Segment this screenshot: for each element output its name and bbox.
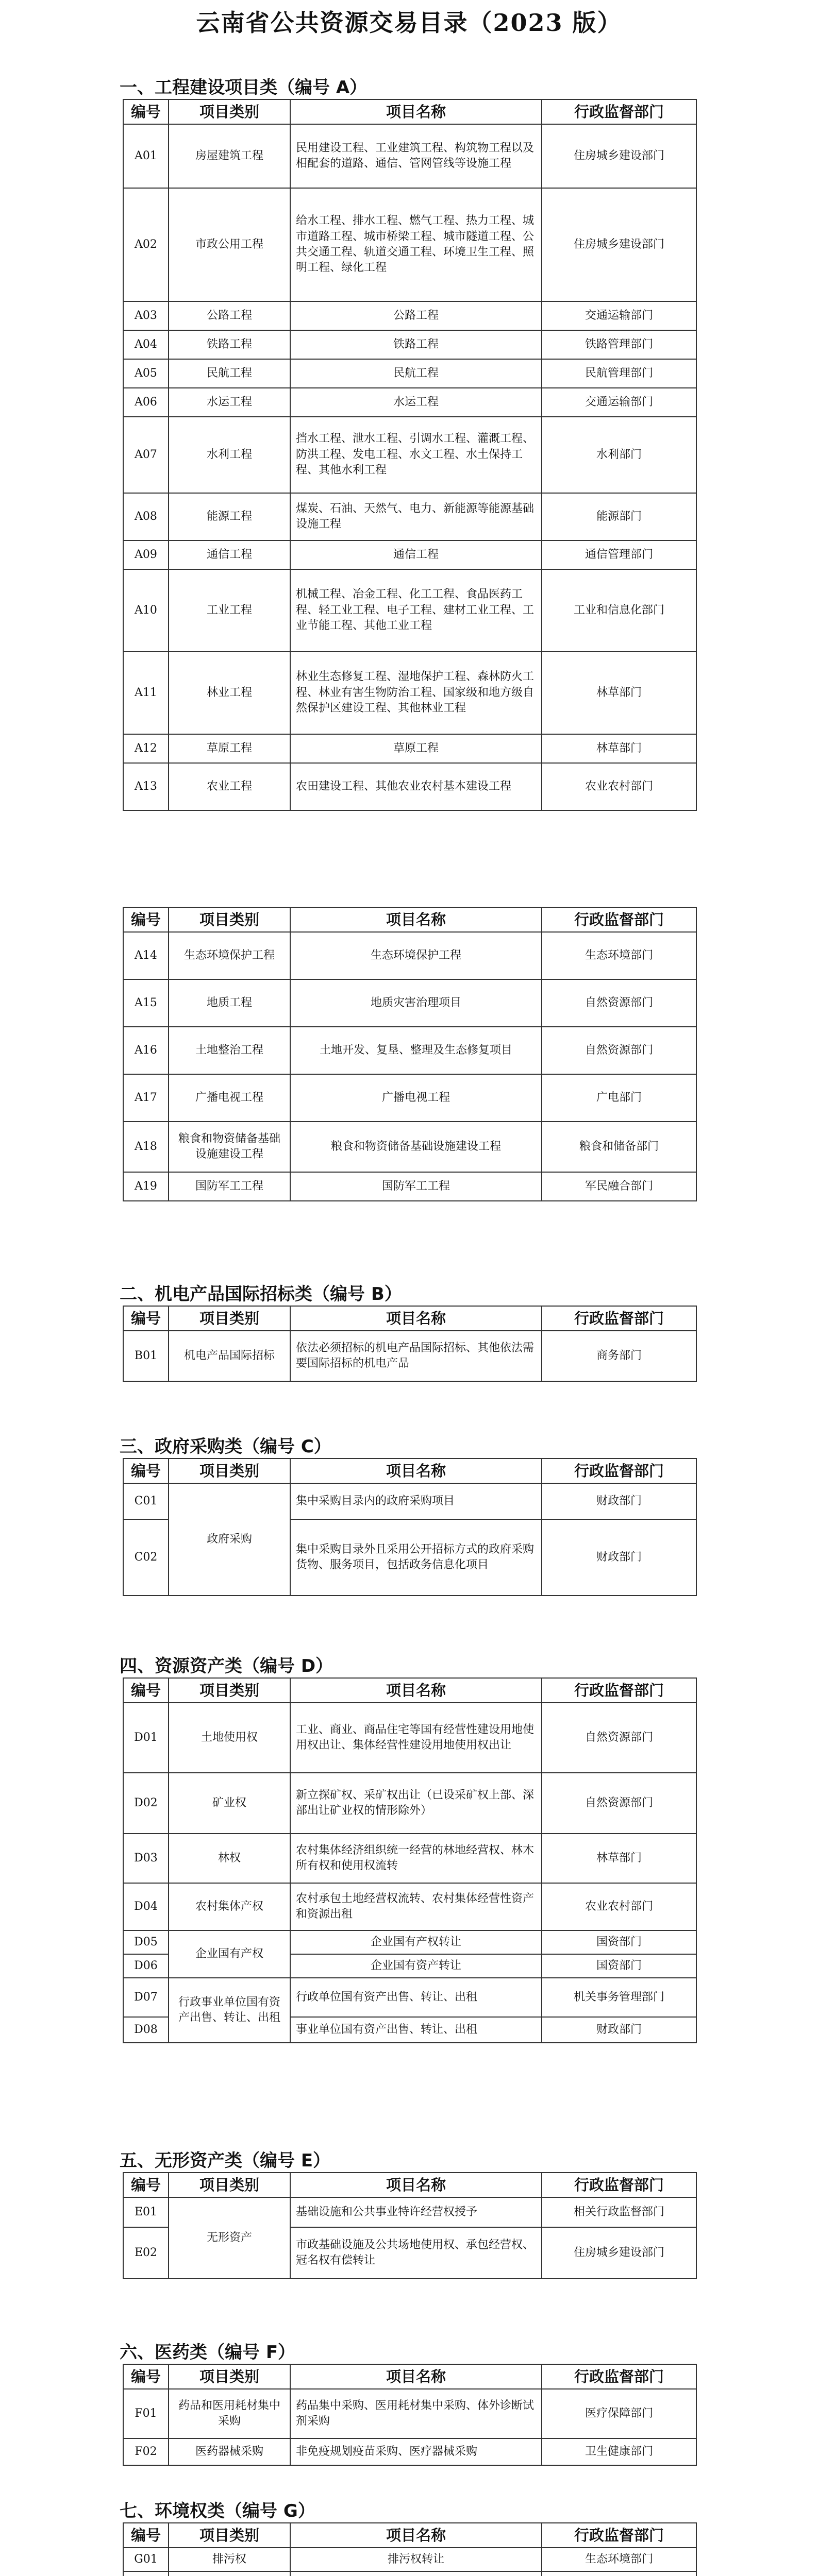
header-category: 项目类别: [169, 1306, 290, 1331]
header-dept: 行政监督部门: [542, 99, 696, 124]
cell-name: 林业生态修复工程、湿地保护工程、森林防火工程、林业有害生物防治工程、国家级和地方级自然保护区建设工程、其他林业工程: [290, 652, 542, 734]
header-category: 项目类别: [169, 99, 290, 124]
page-title: 云南省公共资源交易目录（2023 版）: [196, 9, 622, 37]
table-row: [123, 569, 696, 652]
header-dept: 行政监督部门: [542, 2364, 696, 2389]
cell-name: 排污权转让: [290, 2548, 542, 2571]
cell-no: A03: [123, 301, 169, 330]
cell-name: 粮食和物资储备基础设施建设工程: [290, 1122, 542, 1172]
cell-category: 能源工程: [169, 493, 290, 540]
cell-name: 基础设施和公共事业特许经营权授予: [290, 2197, 542, 2227]
header-name: 项目名称: [290, 1306, 542, 1331]
table-row: [123, 1834, 696, 1883]
cell-no: A06: [123, 388, 169, 417]
cell-no: C01: [123, 1483, 169, 1519]
section-heading-e: 五、无形资产类（编号 E）: [120, 2150, 331, 2171]
cell-name: 农村集体经济组织统一经营的林地经营权、林木所有权和使用权流转: [290, 1834, 542, 1883]
cell-category: 药品和医用耗材集中采购: [169, 2389, 290, 2438]
cell-category: 粮食和物资储备基础设施建设工程: [169, 1122, 290, 1172]
cell-dept: 财政部门: [542, 2017, 696, 2043]
header-name: 项目名称: [290, 1678, 542, 1703]
header-name: 项目名称: [290, 2523, 542, 2548]
cell-no: A05: [123, 359, 169, 388]
cell-no: A09: [123, 540, 169, 569]
section-heading-c: 三、政府采购类（编号 C）: [120, 1436, 331, 1457]
cell-dept: 粮食和储备部门: [542, 1122, 696, 1172]
cell-dept: 国资部门: [542, 1930, 696, 1954]
cell-no: A17: [123, 1074, 169, 1122]
header-category: 项目类别: [169, 1459, 290, 1483]
table-header-row: [123, 1678, 696, 1703]
table-row: [123, 1331, 696, 1381]
cell-name: 非免疫规划疫苗采购、医疗器械采购: [290, 2438, 542, 2465]
table-header-row: [123, 907, 696, 932]
cell-category: 地质工程: [169, 979, 290, 1027]
cell-category: 市政公用工程: [169, 188, 290, 301]
cell-name: 企业国有产权转让: [290, 1930, 542, 1954]
cell-no: A10: [123, 569, 169, 652]
cell-dept: 交通运输部门: [542, 301, 696, 330]
header-no: 编号: [123, 1678, 169, 1703]
table-section-b: [123, 1306, 697, 1382]
cell-category: 农业工程: [169, 763, 290, 810]
table-row: [123, 1074, 696, 1122]
cell-dept: 自然资源部门: [542, 979, 696, 1027]
cell-no: D04: [123, 1883, 169, 1930]
cell-dept: 交通运输部门: [542, 388, 696, 417]
table-row: [123, 1978, 696, 2017]
cell-dept: 铁路管理部门: [542, 330, 696, 359]
cell-category: 农村集体产权: [169, 1883, 290, 1930]
cell-no: [123, 2571, 169, 2576]
cell-category: 土地整治工程: [169, 1027, 290, 1074]
table-header-row: [123, 2523, 696, 2548]
cell-no: B01: [123, 1331, 169, 1381]
header-dept: 行政监督部门: [542, 2523, 696, 2548]
table-row: [123, 2438, 696, 2465]
header-name: 项目名称: [290, 2173, 542, 2197]
cell-name: 工业、商业、商品住宅等国有经营性建设用地使用权出让、集体经营性建设用地使用权出让: [290, 1703, 542, 1773]
section-heading-g: 七、环境权类（编号 G）: [120, 2501, 315, 2521]
table-row: [123, 388, 696, 417]
cell-name: 地质灾害治理项目: [290, 979, 542, 1027]
cell-no: A02: [123, 188, 169, 301]
cell-category: 公路工程: [169, 301, 290, 330]
cell-name: 企业国有资产转让: [290, 1954, 542, 1978]
table-row: [123, 417, 696, 493]
table-row: [123, 188, 696, 301]
cell-category: 无形资产: [169, 2197, 290, 2279]
header-dept: 行政监督部门: [542, 1678, 696, 1703]
table-row: [123, 124, 696, 188]
table-section-e: [123, 2172, 697, 2279]
cell-category: 土地使用权: [169, 1703, 290, 1773]
cell-name: 市政基础设施及公共场地使用权、承包经营权、冠名权有偿转让: [290, 2227, 542, 2279]
table-header-row: [123, 1459, 696, 1483]
table-header-row: [123, 2364, 696, 2389]
header-no: 编号: [123, 1306, 169, 1331]
cell-dept: 林草部门: [542, 652, 696, 734]
cell-name: 国防军工工程: [290, 1172, 542, 1201]
section-heading-f: 六、医药类（编号 F）: [120, 2342, 296, 2363]
table-row: [123, 493, 696, 540]
cell-category: 机电产品国际招标: [169, 1331, 290, 1381]
table-section-a-part1: [123, 99, 697, 811]
cell-dept: 医疗保障部门: [542, 2389, 696, 2438]
header-name: 项目名称: [290, 907, 542, 932]
cell-no: A11: [123, 652, 169, 734]
table-header-row: [123, 2173, 696, 2197]
cell-dept: 机关事务管理部门: [542, 1978, 696, 2017]
table-header-row: [123, 1306, 696, 1331]
table-section-d: [123, 1677, 697, 2043]
cell-name: 草原工程: [290, 734, 542, 763]
cell-dept: 民航管理部门: [542, 359, 696, 388]
cell-dept: 财政部门: [542, 1519, 696, 1596]
table-row: [123, 1483, 696, 1519]
table-row: [123, 932, 696, 979]
table-row: [123, 1930, 696, 1954]
cell-category: 企业国有产权: [169, 1930, 290, 1978]
cell-name: 挡水工程、泄水工程、引调水工程、灌溉工程、防洪工程、发电工程、水文工程、水土保持工程、其他水利工程: [290, 417, 542, 493]
cell-name: 新立探矿权、采矿权出让（已设采矿权上部、深部出让矿业权的情形除外）: [290, 1773, 542, 1834]
cell-category: 行政事业单位国有资产出售、转让、出租: [169, 1978, 290, 2043]
cell-category: 国防军工工程: [169, 1172, 290, 1201]
cell-name: 药品集中采购、医用耗材集中采购、体外诊断试剂采购: [290, 2389, 542, 2438]
cell-dept: 生态环境部门: [542, 932, 696, 979]
cell-dept: 住房城乡建设部门: [542, 124, 696, 188]
table-row: [123, 1172, 696, 1201]
cell-dept: 国资部门: [542, 1954, 696, 1978]
cell-name: 集中采购目录外且采用公开招标方式的政府采购货物、服务项目，包括政务信息化项目: [290, 1519, 542, 1596]
header-category: 项目类别: [169, 2523, 290, 2548]
table-section-f: [123, 2364, 697, 2466]
cell-name: 农田建设工程、其他农业农村基本建设工程: [290, 763, 542, 810]
cell-no: A07: [123, 417, 169, 493]
header-no: 编号: [123, 1459, 169, 1483]
header-dept: 行政监督部门: [542, 1459, 696, 1483]
cell-category: 水利工程: [169, 417, 290, 493]
cell-dept: 自然资源部门: [542, 1703, 696, 1773]
table-row: [123, 979, 696, 1027]
cell-category: 排污权: [169, 2548, 290, 2571]
cell-no: A01: [123, 124, 169, 188]
cell-dept: 林草部门: [542, 1834, 696, 1883]
cell-name: 公路工程: [290, 301, 542, 330]
cell-dept: 广电部门: [542, 1074, 696, 1122]
header-dept: 行政监督部门: [542, 1306, 696, 1331]
table-row: [123, 1122, 696, 1172]
cell-category: 广播电视工程: [169, 1074, 290, 1122]
cell-dept: 工业和信息化部门: [542, 569, 696, 652]
cell-no: D05: [123, 1930, 169, 1954]
cell-no: A19: [123, 1172, 169, 1201]
table-row: [123, 1703, 696, 1773]
header-no: 编号: [123, 2364, 169, 2389]
cell-name: 土地开发、复垦、整理及生态修复项目: [290, 1027, 542, 1074]
cell-no: C02: [123, 1519, 169, 1596]
cell-dept: 林草部门: [542, 734, 696, 763]
cell-no: A12: [123, 734, 169, 763]
table-row: [123, 1027, 696, 1074]
cell-no: A13: [123, 763, 169, 810]
cell-category: 草原工程: [169, 734, 290, 763]
cell-name: 依法必须招标的机电产品国际招标、其他依法需要国际招标的机电产品: [290, 1331, 542, 1381]
header-no: 编号: [123, 99, 169, 124]
table-section-a-part2: [123, 907, 697, 1201]
cell-category: 政府采购: [169, 1483, 290, 1596]
header-dept: 行政监督部门: [542, 907, 696, 932]
cell-no: F02: [123, 2438, 169, 2465]
cell-no: D06: [123, 1954, 169, 1978]
cell-name: 机械工程、冶金工程、化工工程、食品医药工程、轻工业工程、电子工程、建材工业工程、工业节能工程、其他工业工程: [290, 569, 542, 652]
cell-no: G01: [123, 2548, 169, 2571]
header-category: 项目类别: [169, 1678, 290, 1703]
table-row: [123, 2389, 696, 2438]
cell-category: 生态环境保护工程: [169, 932, 290, 979]
header-no: 编号: [123, 2173, 169, 2197]
cell-dept: 军民融合部门: [542, 1172, 696, 1201]
cell-no: A08: [123, 493, 169, 540]
table-row: [123, 301, 696, 330]
table-row: [123, 652, 696, 734]
table-row: [123, 2571, 696, 2576]
cell-dept: 商务部门: [542, 1331, 696, 1381]
cell-dept: 生态环境部门: [542, 2548, 696, 2571]
cell-name: 事业单位国有资产出售、转让、出租: [290, 2017, 542, 2043]
header-no: 编号: [123, 907, 169, 932]
table-section-c: [123, 1458, 697, 1596]
header-name: 项目名称: [290, 99, 542, 124]
header-category: 项目类别: [169, 2173, 290, 2197]
header-category: 项目类别: [169, 907, 290, 932]
header-name: 项目名称: [290, 2364, 542, 2389]
cell-name: 水运工程: [290, 388, 542, 417]
table-row: [123, 2197, 696, 2227]
cell-no: A04: [123, 330, 169, 359]
section-heading-b: 二、机电产品国际招标类（编号 B）: [120, 1284, 402, 1304]
cell-category: 工业工程: [169, 569, 290, 652]
cell-dept: 财政部门: [542, 1483, 696, 1519]
cell-name: [290, 2571, 542, 2576]
table-row: [123, 2548, 696, 2571]
cell-name: 煤炭、石油、天然气、电力、新能源等能源基础设施工程: [290, 493, 542, 540]
header-no: 编号: [123, 2523, 169, 2548]
table-row: [123, 359, 696, 388]
cell-dept: 卫生健康部门: [542, 2438, 696, 2465]
section-heading-d: 四、资源资产类（编号 D）: [120, 1656, 333, 1676]
cell-no: F01: [123, 2389, 169, 2438]
cell-dept: 水利部门: [542, 417, 696, 493]
cell-category: 水运工程: [169, 388, 290, 417]
cell-name: 民航工程: [290, 359, 542, 388]
cell-name: 农村承包土地经营权流转、农村集体经营性资产和资源出租: [290, 1883, 542, 1930]
cell-name: 给水工程、排水工程、燃气工程、热力工程、城市道路工程、城市桥梁工程、城市隧道工程、公共交通工程、轨道交通工程、环境卫生工程、照明工程、绿化工程: [290, 188, 542, 301]
cell-category: 民航工程: [169, 359, 290, 388]
cell-category: 矿业权: [169, 1773, 290, 1834]
cell-dept: 农业农村部门: [542, 1883, 696, 1930]
header-dept: 行政监督部门: [542, 2173, 696, 2197]
cell-category: [169, 2571, 290, 2576]
cell-name: 铁路工程: [290, 330, 542, 359]
cell-no: A18: [123, 1122, 169, 1172]
cell-dept: 自然资源部门: [542, 1027, 696, 1074]
table-row: [123, 1773, 696, 1834]
table-header-row: [123, 99, 696, 124]
cell-dept: 住房城乡建设部门: [542, 188, 696, 301]
cell-name: 广播电视工程: [290, 1074, 542, 1122]
cell-name: 行政单位国有资产出售、转让、出租: [290, 1978, 542, 2017]
cell-no: A16: [123, 1027, 169, 1074]
cell-name: 通信工程: [290, 540, 542, 569]
table-section-g: [123, 2522, 697, 2576]
cell-name: 集中采购目录内的政府采购项目: [290, 1483, 542, 1519]
section-heading-a: 一、工程建设项目类（编号 A）: [120, 77, 368, 98]
cell-category: 林权: [169, 1834, 290, 1883]
cell-dept: 农业农村部门: [542, 763, 696, 810]
cell-no: E01: [123, 2197, 169, 2227]
cell-no: D08: [123, 2017, 169, 2043]
header-name: 项目名称: [290, 1459, 542, 1483]
cell-dept: 能源部门: [542, 493, 696, 540]
cell-category: 通信工程: [169, 540, 290, 569]
cell-no: E02: [123, 2227, 169, 2279]
cell-name: 生态环境保护工程: [290, 932, 542, 979]
cell-no: D07: [123, 1978, 169, 2017]
cell-category: 铁路工程: [169, 330, 290, 359]
header-category: 项目类别: [169, 2364, 290, 2389]
table-row: [123, 763, 696, 810]
cell-dept: 通信管理部门: [542, 540, 696, 569]
cell-category: 医药器械采购: [169, 2438, 290, 2465]
cell-dept: 住房城乡建设部门: [542, 2227, 696, 2279]
table-row: [123, 540, 696, 569]
cell-name: 民用建设工程、工业建筑工程、构筑物工程以及相配套的道路、通信、管网管线等设施工程: [290, 124, 542, 188]
cell-category: 林业工程: [169, 652, 290, 734]
table-row: [123, 1883, 696, 1930]
cell-no: D03: [123, 1834, 169, 1883]
cell-dept: 相关行政监督部门: [542, 2197, 696, 2227]
cell-no: D01: [123, 1703, 169, 1773]
cell-no: A15: [123, 979, 169, 1027]
table-row: [123, 330, 696, 359]
cell-category: 房屋建筑工程: [169, 124, 290, 188]
table-row: [123, 734, 696, 763]
cell-no: D02: [123, 1773, 169, 1834]
cell-dept: [542, 2571, 696, 2576]
cell-no: A14: [123, 932, 169, 979]
cell-dept: 自然资源部门: [542, 1773, 696, 1834]
